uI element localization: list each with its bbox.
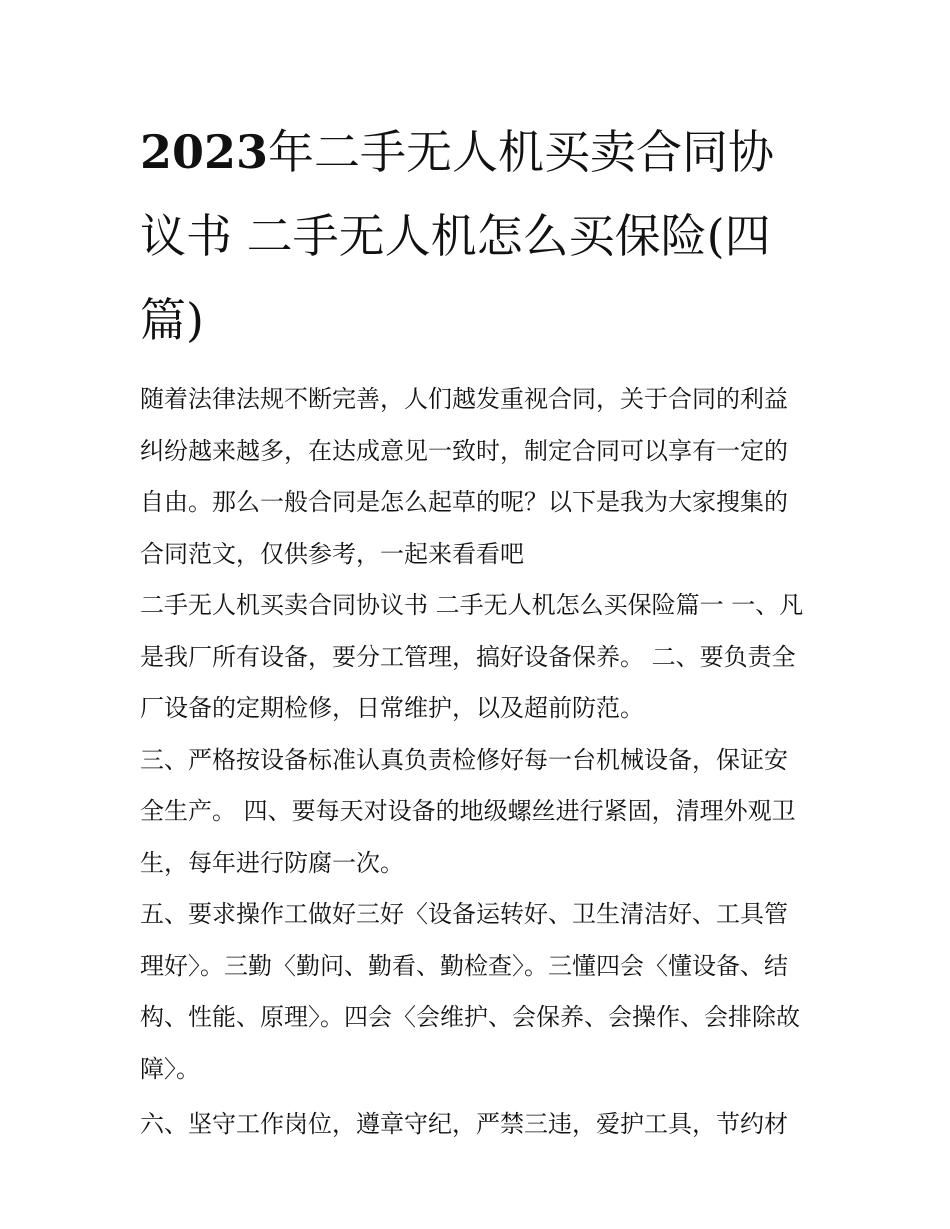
paragraph-section-1: 二手无人机买卖合同协议书 二手无人机怎么买保险篇一 一、凡是我厂所有设备，要分工管理，搞好设备保养。 二、要负责全厂设备的定期检修，日常维护，以及超前防范。 [140, 591, 804, 722]
document-title-text: 年二手无人机买卖合同协议书 二手无人机怎么买保险(四篇) [140, 125, 775, 347]
paragraph-section-3: 三、严格按设备标准认真负责检修好每一台机械设备，保证安全生产。 四、要每天对设备的地级螺丝进行紧固，清理外观卫生，每年进行防腐一次。 [140, 745, 796, 877]
paragraph-section-5: 五、要求操作工做好三好〈设备运转好、卫生清洁好、工具管理好〉。三勤〈勤问、勤看、勤检查〉。三懂四会〈懂设备、结构、性能、原理〉。四会〈会维护、会保养、会操作、会排除故障〉。 [140, 900, 800, 1083]
paragraph-section-6: 六、坚守工作岗位，遵章守纪，严禁三违，爱护工具，节约材 [140, 1110, 788, 1138]
paragraph-intro: 随着法律法规不断完善，人们越发重视合同，关于合同的利益纠纷越来越多，在达成意见一致时，制定合同可以享有一定的自由。那么一般合同是怎么起草的呢？以下是我为大家搜集的合同范文，仅供参考，一起来看看吧 [140, 385, 788, 568]
document-title-year: 2023 [140, 125, 269, 179]
document-body [140, 374, 810, 1151]
document-title [140, 110, 810, 362]
